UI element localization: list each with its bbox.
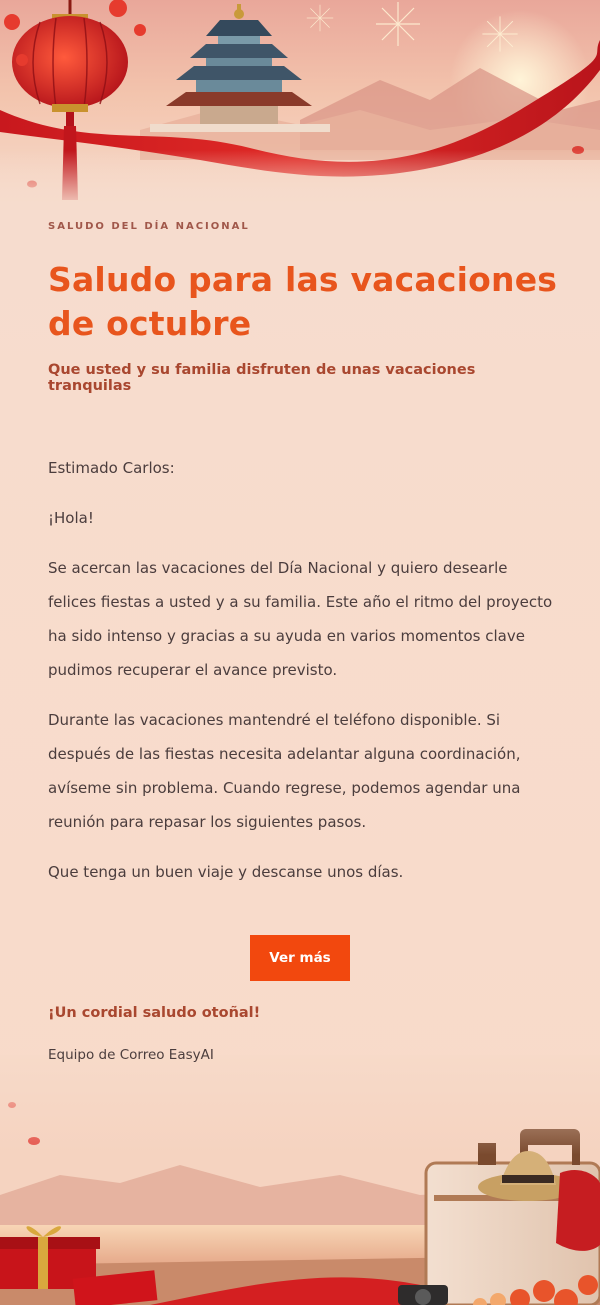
eyebrow-label: SALUDO DEL DÍA NACIONAL: [48, 221, 250, 232]
closing-line: ¡Un cordial saludo otoñal!: [48, 1005, 261, 1021]
header-illustration: [0, 0, 600, 210]
ver-mas-button[interactable]: Ver más: [250, 935, 349, 981]
email-subtitle: Que usted y su familia disfruten de unas vacaciones tranquilas: [48, 362, 476, 394]
footer-illustration: [0, 1055, 600, 1305]
email-title: Saludo para las vacaciones de octubre: [48, 260, 558, 343]
signature: Equipo de Correo EasyAI: [48, 1047, 214, 1063]
body-paragraph-1: Se acercan las vacaciones del Día Nacional y quiero desearle felices fiestas a usted y a su familia. Este año el ritmo del proyecto ha sido intenso y gracias a su ayuda en varios momentos clave pudimos recuperar el avance previsto.: [48, 559, 553, 679]
greeting: Estimado Carlos:: [48, 459, 175, 477]
email-content: [48, 220, 558, 1063]
cta-wrapper: [48, 935, 552, 981]
hola-text: ¡Hola!: [48, 509, 94, 527]
body-paragraph-2: Durante las vacaciones mantendré el teléfono disponible. Si después de las fiestas necesita adelantar alguna coordinación, avíseme sin problema. Cuando regrese, podemos agendar una reunión para repasar los siguientes pasos.: [48, 711, 521, 831]
body-paragraph-3: Que tenga un buen viaje y descanse unos días.: [48, 863, 404, 881]
